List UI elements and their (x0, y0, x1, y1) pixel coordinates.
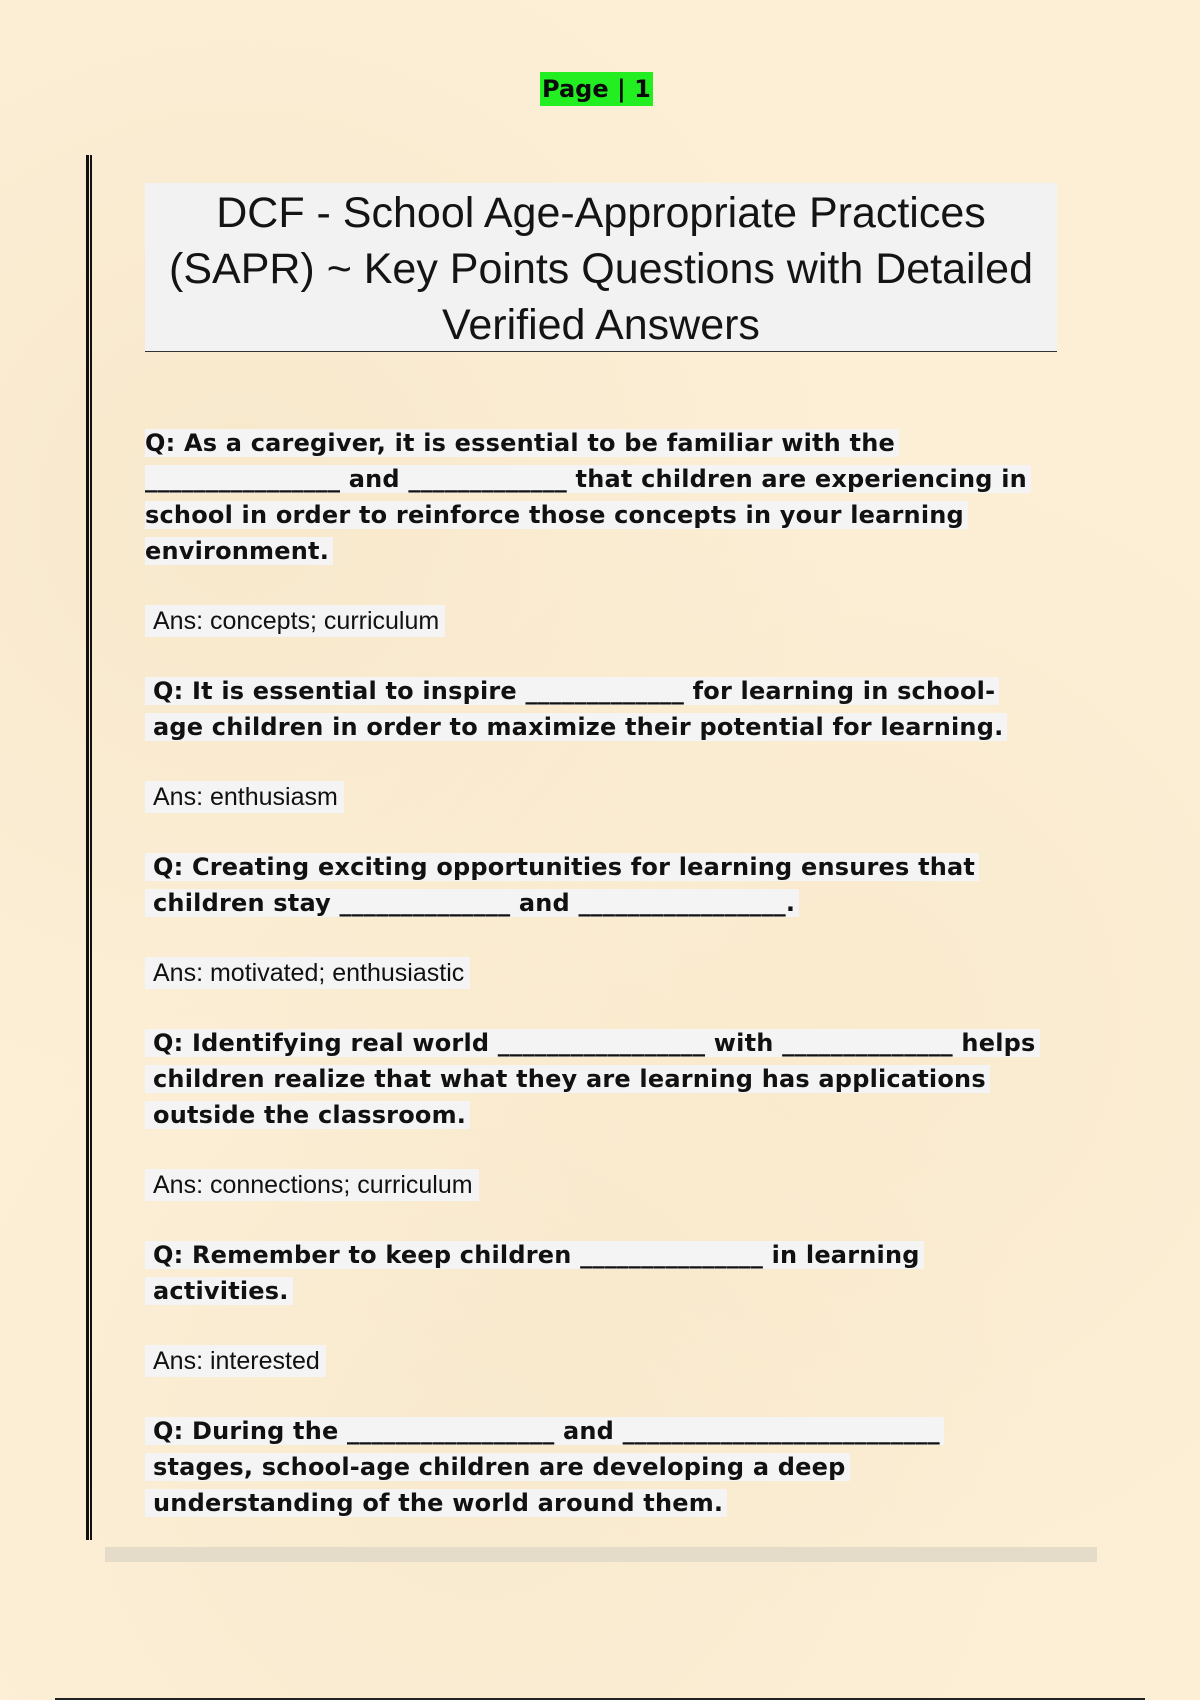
qa-item-3 (145, 849, 1045, 991)
answer-4-text: Ans: connections; curriculum (145, 1169, 479, 1201)
title-line-3: Verified Answers (442, 301, 760, 349)
page-number-badge: Page | 1 (540, 72, 653, 106)
footer-divider-bar (105, 1547, 1097, 1562)
qa-item-2 (145, 673, 1045, 815)
answer-3 (145, 955, 1045, 991)
question-5 (145, 1237, 1045, 1309)
question-5-text: Q: Remember to keep children _______________ in learning activities. (145, 1241, 924, 1305)
title-line-1: DCF - School Age-Appropriate Practices (216, 189, 986, 237)
question-3-text: Q: Creating exciting opportunities for learning ensures that children stay ______________ and _________________. (145, 853, 979, 917)
qa-item-6 (145, 1413, 1045, 1521)
question-4 (145, 1025, 1045, 1133)
answer-3-text: Ans: motivated; enthusiastic (145, 957, 470, 989)
question-3 (145, 849, 1045, 921)
qa-item-1 (145, 425, 1045, 639)
answer-4 (145, 1167, 1045, 1203)
question-2-text: Q: It is essential to inspire _____________ for learning in school-age children in order to maximize their potential for learning. (145, 677, 1007, 741)
qa-item-5 (145, 1237, 1045, 1379)
question-6-text: Q: During the _________________ and __________________________ stages, school-age children are developing a deep understanding of the world around them. (145, 1417, 944, 1517)
answer-1 (145, 603, 1045, 639)
question-1 (145, 425, 1045, 569)
title-line-2: (SAPR) ~ Key Points Questions with Detailed (169, 245, 1033, 293)
answer-2 (145, 779, 1045, 815)
document-title (145, 183, 1057, 352)
left-margin-border (86, 155, 92, 1540)
question-2 (145, 673, 1045, 745)
answer-5-text: Ans: interested (145, 1345, 326, 1377)
answer-5 (145, 1343, 1045, 1379)
question-4-text: Q: Identifying real world _________________ with ______________ helps children realize that what they are learning has applications outside the classroom. (145, 1029, 1040, 1129)
qa-list (145, 425, 1045, 1521)
question-1-text: Q: As a caregiver, it is essential to be familiar with the ________________ and _____________ that children are experiencing in school in order to reinforce those concepts in your learning environment. (145, 429, 1031, 565)
question-6 (145, 1413, 1045, 1521)
answer-1-text: Ans: concepts; curriculum (145, 605, 445, 637)
answer-2-text: Ans: enthusiasm (145, 781, 344, 813)
qa-item-4 (145, 1025, 1045, 1203)
